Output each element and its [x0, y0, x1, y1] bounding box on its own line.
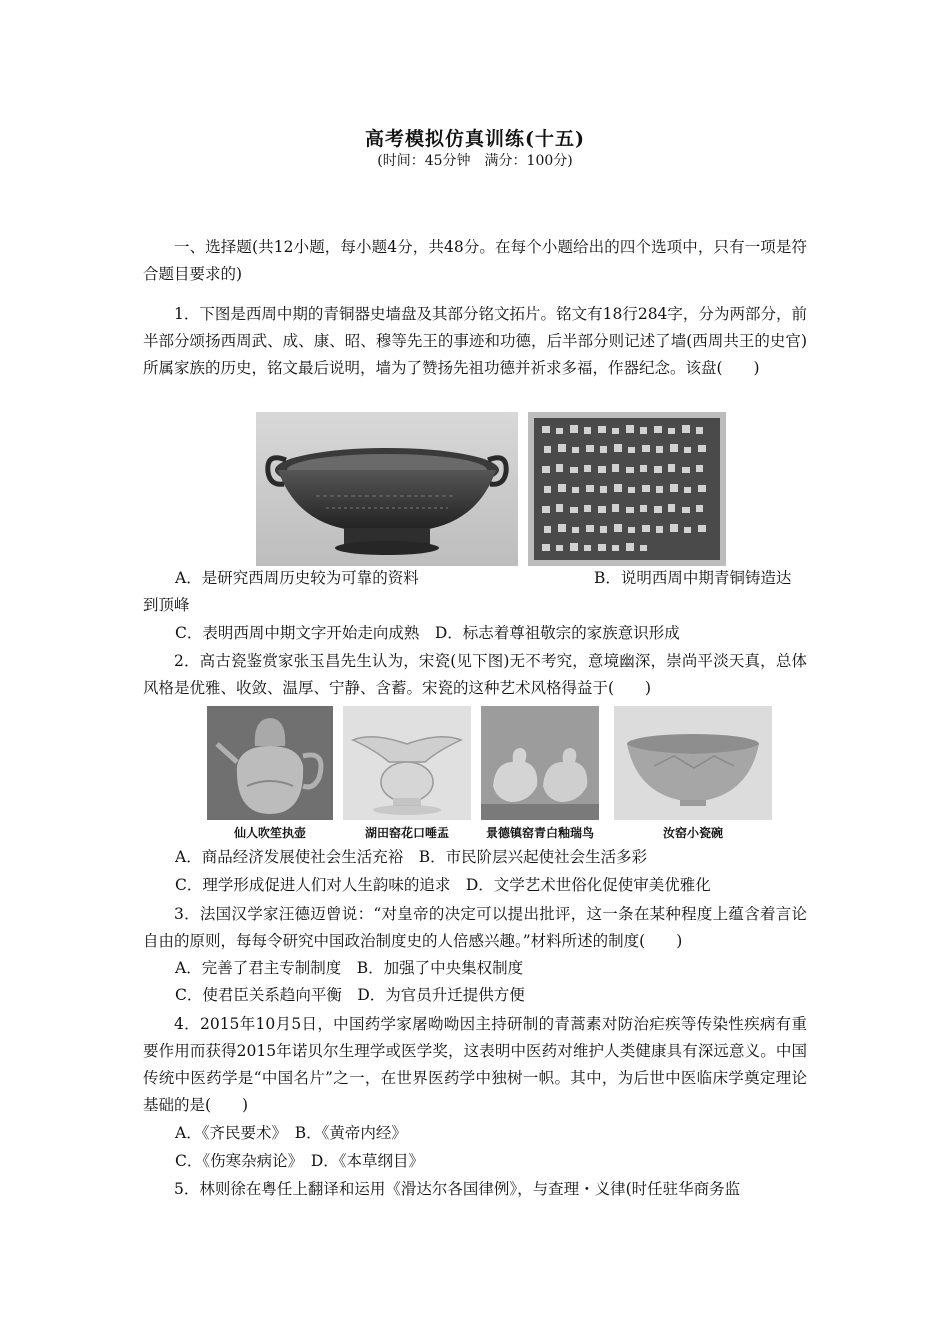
q1-option-a: A．是研究西周历史较为可靠的资料 [175, 569, 419, 587]
caption-spittoon: 湖田窑花口唾盂 [364, 826, 449, 840]
section-heading: 一、选择题(共12小题，每小题4分，共48分。在每个小题给出的四个选项中，只有一项是符合题目要求的) [143, 238, 807, 283]
ewer-photo [207, 706, 333, 820]
q4-options-ab: A．《齐民要术》 B．《黄帝内经》 [175, 1124, 407, 1142]
bronze-plate-photo [256, 412, 518, 566]
q3-stem: 3．法国汉学家汪德迈曾说：“对皇帝的决定可以提出批评，这一条在某种程度上蕴含着言论自由的原则，每每令研究中国政治制度史的人倍感兴趣。”材料所述的制度( ) [143, 905, 807, 950]
page-subtitle: (时间：45分钟 满分：100分) [377, 153, 573, 169]
q2-stem: 2．高古瓷鉴赏家张玉昌先生认为，宋瓷(见下图)无不考究，意境幽深，崇尚平淡天真，总体风格是优雅、收敛、温厚、宁静、含蓄。宋瓷的这种艺术风格得益于( ) [143, 652, 807, 697]
birds-photo [481, 706, 599, 820]
q2-options-ab: A．商品经济发展使社会生活充裕 B．市民阶层兴起使社会生活多彩 [175, 848, 648, 866]
page-title: 高考模拟仿真训练(十五) [365, 128, 585, 150]
inscription-rubbing-photo [528, 412, 726, 566]
q1-options-cd: C．表明西周中期文字开始走向成熟 D．标志着尊祖敬宗的家族意识形成 [175, 624, 680, 642]
q5-stem: 5．林则徐在粤任上翻译和运用《滑达尔各国律例》，与查理・义律(时任驻华商务监 [174, 1180, 741, 1198]
q2-options-cd: C．理学形成促进人们对人生韵味的追求 D．文学艺术世俗化促使审美优雅化 [175, 876, 711, 894]
ru-bowl-photo [614, 706, 772, 820]
caption-birds: 景德镇窑青白釉瑞鸟 [485, 826, 594, 840]
q3-options-cd: C．使君臣关系趋向平衡 D．为官员升迁提供方便 [175, 986, 525, 1004]
q1-option-b-cont: 到顶峰 [143, 596, 190, 614]
q1-option-b: B．说明西周中期青铜铸造达 [594, 569, 792, 587]
caption-ewer: 仙人吹笙执壶 [233, 826, 306, 840]
q4-stem: 4．2015年10月5日，中国药学家屠呦呦因主持研制的青蒿素对防治疟疾等传染性疾病有重要作用而获得2015年诺贝尔生理学或医学奖，这表明中医药对维护人类健康具有深远意义。中国传统中医药学是“中国名片”之一，在世界医药学中独树一帜。其中，为后世中医临床学奠定理论基础的是( ) [143, 1015, 807, 1114]
q1-stem: 1．下图是西周中期的青铜器史墙盘及其部分铭文拓片。铭文有18行284字，分为两部分，前半部分颂扬西周武、成、康、昭、穆等先王的事迹和功德，后半部分则记述了墙(西周共王的史官)所属家族的历史，铭文最后说明，墙为了赞扬先祖功德并祈求多福，作器纪念。该盘( ) [143, 305, 807, 377]
spittoon-photo [343, 706, 471, 820]
caption-bowl: 汝窑小瓷碗 [662, 826, 723, 840]
q3-options-ab: A．完善了君主专制制度 B．加强了中央集权制度 [175, 959, 524, 977]
q4-options-cd: C．《伤寒杂病论》 D．《本草纲目》 [175, 1152, 425, 1170]
